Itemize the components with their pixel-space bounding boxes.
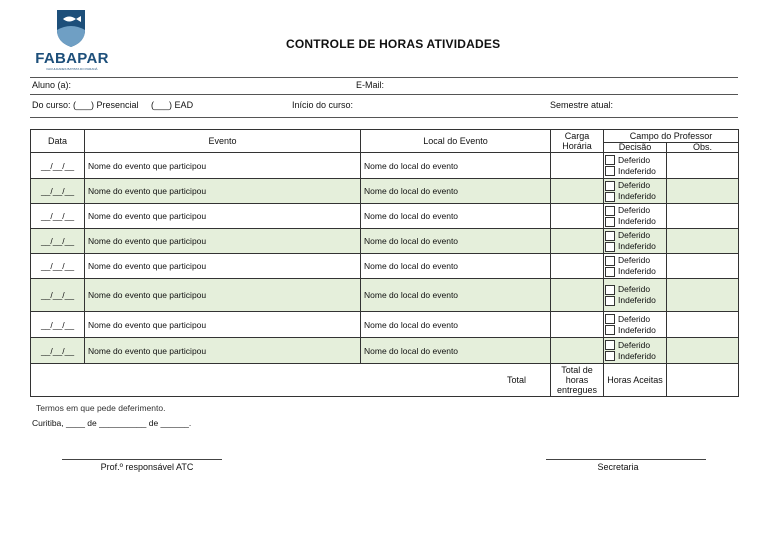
- semester-label: Semestre atual:: [550, 100, 614, 110]
- event-cell[interactable]: Nome do evento que participou: [85, 179, 361, 204]
- date-cell[interactable]: __/__/__: [31, 312, 85, 338]
- table-body: [31, 153, 739, 364]
- secretary-signature-label: Secretaria: [597, 462, 639, 472]
- fabapar-logo: [32, 8, 112, 70]
- decision-cell: [604, 279, 667, 312]
- checkbox-icon[interactable]: [605, 351, 615, 361]
- location-cell[interactable]: Nome do local do evento: [361, 312, 551, 338]
- fish-shield-icon: [53, 8, 89, 48]
- location-header: Local do Evento: [361, 130, 551, 153]
- date-cell[interactable]: __/__/__: [31, 229, 85, 254]
- checkbox-icon[interactable]: [605, 296, 615, 306]
- rejected-option[interactable]: [605, 191, 665, 202]
- obs-cell[interactable]: [667, 254, 739, 279]
- hours-cell[interactable]: [551, 229, 604, 254]
- location-cell[interactable]: Nome do local do evento: [361, 229, 551, 254]
- decision-cell: [604, 179, 667, 204]
- checkbox-icon[interactable]: [605, 267, 615, 277]
- approved-option[interactable]: [605, 155, 665, 166]
- professor-signature-line[interactable]: [62, 459, 222, 460]
- table-row: [31, 179, 739, 204]
- table-row: [31, 338, 739, 364]
- approved-option[interactable]: [605, 180, 665, 191]
- approved-label: Deferido: [618, 255, 651, 265]
- secretary-signature-line[interactable]: [546, 459, 706, 460]
- checkbox-icon[interactable]: [605, 285, 615, 295]
- hours-cell[interactable]: [551, 254, 604, 279]
- date-cell[interactable]: __/__/__: [31, 179, 85, 204]
- obs-cell[interactable]: [667, 338, 739, 364]
- decision-cell: [604, 204, 667, 229]
- approved-label: Deferido: [618, 339, 651, 350]
- obs-cell[interactable]: [667, 179, 739, 204]
- obs-cell[interactable]: [667, 312, 739, 338]
- approved-label: Deferido: [618, 230, 651, 240]
- rejected-label: Indeferido: [618, 324, 656, 335]
- obs-cell[interactable]: [667, 204, 739, 229]
- decision-cell: [604, 338, 667, 364]
- rejected-option[interactable]: [605, 266, 665, 277]
- rejected-label: Indeferido: [618, 350, 656, 361]
- decision-cell: [604, 254, 667, 279]
- hours-cell[interactable]: [551, 179, 604, 204]
- total-label: Total: [31, 364, 551, 397]
- rejected-option[interactable]: [605, 295, 665, 306]
- checkbox-icon[interactable]: [605, 217, 615, 227]
- event-cell[interactable]: Nome do evento que participou: [85, 229, 361, 254]
- table-row: [31, 153, 739, 179]
- checkbox-icon[interactable]: [605, 242, 615, 252]
- accepted-hours-cell: Horas Aceitas: [604, 364, 667, 397]
- rejected-option[interactable]: [605, 325, 665, 336]
- checkbox-icon[interactable]: [605, 166, 615, 176]
- decision-cell: [604, 312, 667, 338]
- location-cell[interactable]: Nome do local do evento: [361, 279, 551, 312]
- date-cell[interactable]: __/__/__: [31, 254, 85, 279]
- checkbox-icon[interactable]: [605, 340, 615, 350]
- rejected-option[interactable]: [605, 351, 665, 362]
- table-row: [31, 312, 739, 338]
- approved-option[interactable]: [605, 340, 665, 351]
- document-title: CONTROLE DE HORAS ATIVIDADES: [286, 37, 501, 51]
- location-cell[interactable]: Nome do local do evento: [361, 254, 551, 279]
- obs-cell[interactable]: [667, 279, 739, 312]
- approved-label: Deferido: [618, 154, 651, 165]
- date-cell[interactable]: __/__/__: [31, 338, 85, 364]
- table-row: [31, 279, 739, 312]
- date-cell[interactable]: __/__/__: [31, 153, 85, 179]
- location-cell[interactable]: Nome do local do evento: [361, 204, 551, 229]
- course-field-line[interactable]: [30, 117, 738, 118]
- approved-option[interactable]: [605, 314, 665, 325]
- checkbox-icon[interactable]: [605, 231, 615, 241]
- city-date-line[interactable]: Curitiba, ____ de __________ de ______.: [32, 418, 192, 428]
- approved-option[interactable]: [605, 255, 665, 266]
- rejected-label: Indeferido: [618, 266, 656, 276]
- approved-label: Deferido: [618, 205, 651, 215]
- date-header: Data: [31, 130, 85, 153]
- checkbox-icon[interactable]: [605, 314, 615, 324]
- event-cell[interactable]: Nome do evento que participou: [85, 312, 361, 338]
- location-cell[interactable]: Nome do local do evento: [361, 179, 551, 204]
- decision-cell: [604, 153, 667, 179]
- checkbox-icon[interactable]: [605, 206, 615, 216]
- activities-table: [30, 129, 739, 397]
- hours-cell[interactable]: [551, 204, 604, 229]
- rejected-label: Indeferido: [618, 295, 656, 305]
- approved-label: Deferido: [618, 284, 651, 294]
- course-mode-field[interactable]: Do curso: (___) Presencial (___) EAD: [32, 100, 194, 110]
- event-header: Evento: [85, 130, 361, 153]
- hours-cell[interactable]: [551, 153, 604, 179]
- decision-header: Decisão: [604, 143, 667, 153]
- professor-signature-label: Prof.º responsável ATC: [100, 462, 194, 472]
- terms-text: Termos em que pede deferimento.: [36, 403, 166, 413]
- obs-cell[interactable]: [667, 229, 739, 254]
- brand-subtitle: FACULDADES BATISTA DO PARANÁ: [46, 67, 98, 71]
- checkbox-icon[interactable]: [605, 155, 615, 165]
- accepted-hours-value[interactable]: [667, 364, 739, 397]
- approved-option[interactable]: [605, 284, 665, 295]
- rejected-option[interactable]: [605, 216, 665, 227]
- hours-cell[interactable]: [551, 338, 604, 364]
- event-cell[interactable]: Nome do evento que participou: [85, 279, 361, 312]
- rejected-label: Indeferido: [618, 165, 656, 176]
- event-cell[interactable]: Nome do evento que participou: [85, 153, 361, 179]
- brand-name: FABAPAR: [35, 50, 109, 67]
- table-row: [31, 254, 739, 279]
- hours-header: Carga Horária: [551, 130, 604, 153]
- student-field-line[interactable]: [30, 94, 738, 95]
- table-row: [31, 229, 739, 254]
- checkbox-icon[interactable]: [605, 192, 615, 202]
- approved-option[interactable]: [605, 205, 665, 216]
- table-row: [31, 204, 739, 229]
- rejected-option[interactable]: [605, 241, 665, 252]
- rejected-label: Indeferido: [618, 241, 656, 251]
- location-cell[interactable]: Nome do local do evento: [361, 338, 551, 364]
- obs-header: Obs.: [667, 143, 739, 153]
- rejected-option[interactable]: [605, 166, 665, 177]
- rejected-label: Indeferido: [618, 191, 656, 201]
- rejected-label: Indeferido: [618, 216, 656, 226]
- professor-header: Campo do Professor: [604, 130, 739, 143]
- course-start-label: Início do curso:: [292, 100, 354, 110]
- location-cell[interactable]: Nome do local do evento: [361, 153, 551, 179]
- date-cell[interactable]: __/__/__: [31, 204, 85, 229]
- student-field-label: Aluno (a):: [32, 80, 72, 90]
- total-hours-cell: Total de horas entregues: [551, 364, 604, 397]
- decision-cell: [604, 229, 667, 254]
- event-cell[interactable]: Nome do evento que participou: [85, 254, 361, 279]
- email-field-label: E-Mail:: [356, 80, 385, 90]
- hours-cell[interactable]: [551, 279, 604, 312]
- checkbox-icon[interactable]: [605, 325, 615, 335]
- approved-option[interactable]: [605, 230, 665, 241]
- date-cell[interactable]: __/__/__: [31, 279, 85, 312]
- header-divider: [30, 77, 738, 78]
- event-cell[interactable]: Nome do evento que participou: [85, 204, 361, 229]
- checkbox-icon[interactable]: [605, 256, 615, 266]
- approved-label: Deferido: [618, 313, 651, 324]
- obs-cell[interactable]: [667, 153, 739, 179]
- approved-label: Deferido: [618, 180, 651, 190]
- hours-cell[interactable]: [551, 312, 604, 338]
- event-cell[interactable]: Nome do evento que participou: [85, 338, 361, 364]
- checkbox-icon[interactable]: [605, 181, 615, 191]
